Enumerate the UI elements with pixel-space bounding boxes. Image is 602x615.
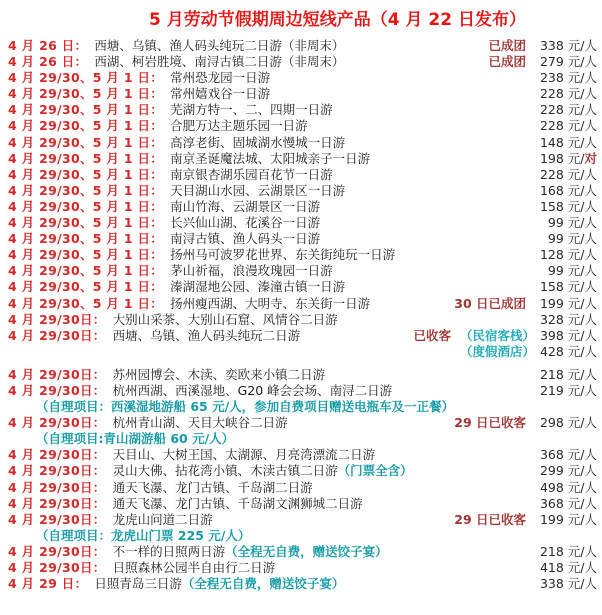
row-description: 南京银杏湖乐园百花节一日游 (170, 166, 333, 182)
row-description: 长兴仙山湖、花溪谷一日游 (170, 215, 321, 231)
product-row (8, 415, 597, 431)
row-description: 茅山祈福，浪漫玫瑰园一日游 (170, 263, 333, 279)
product-row (8, 135, 597, 151)
row-right-group (535, 135, 597, 151)
row-price: 99 元/人 (547, 215, 597, 231)
row-right-group (535, 463, 597, 479)
page-title: 5 月劳动节假期周边短线产品（4 月 22 日发布） (149, 10, 526, 30)
product-row (8, 199, 597, 215)
row-right-group (535, 118, 597, 134)
row-date: 4 月 29/30、5 月 1 日： (8, 150, 164, 166)
row-right-group (535, 199, 597, 215)
row-description: 日照青岛三日游 (94, 576, 182, 592)
row-description: 南山竹海、云湖景区一日游 (170, 198, 321, 214)
row-date: 4 月 29/30、5 月 1 日： (8, 263, 164, 279)
product-row (8, 512, 597, 528)
row-date: 4 月 29/30日： (8, 311, 106, 327)
row-description: 扬州瘦西湖、大明寺、东关街一日游 (170, 295, 371, 311)
status-badge: 29 日已收客 (454, 511, 526, 527)
row-description: 天目山、大树王国、太湖源、月亮湾漂流二日游 (112, 447, 376, 463)
row-description: 通天飞瀑、龙门古镇、千岛湖二日游 (112, 479, 313, 495)
row-description: 南浔古镇、渔人码头一日游 (170, 231, 321, 247)
price-option-note: （度假酒店） (459, 343, 535, 359)
row-price: 328 元/人 (539, 311, 597, 327)
row-date: 4 月 29/30、5 月 1 日： (8, 134, 164, 150)
product-row (8, 383, 597, 399)
row-date: 4 月 29/30、5 月 1 日： (8, 198, 164, 214)
row-description: 西湖、柯岩胜境、南浔古镇二日游（非周末） (94, 54, 345, 70)
row-date: 4 月 29/30、5 月 1 日： (8, 215, 164, 231)
status-badge: 已成团 (488, 54, 526, 70)
row-price: 199 元/人 (539, 511, 597, 527)
product-row (8, 279, 597, 295)
row-date: 4 月 29/30日： (8, 366, 106, 382)
row-date: 4 月 29/30、5 月 1 日： (8, 166, 164, 182)
row-price: 168 元/人 (539, 182, 597, 198)
product-row (8, 496, 597, 512)
row-price: 428 元/人 (539, 343, 597, 359)
row-description: 南京圣诞魔法城、太阳城亲子一日游 (170, 150, 371, 166)
row-price: 158 元/人 (539, 279, 597, 295)
row-date: 4 月 29/30日： (8, 415, 106, 431)
row-date: 4 月 26 日： (8, 38, 88, 53)
row-price: 148 元/人 (539, 134, 597, 150)
row-date: 4 月 29/30日： (8, 511, 106, 527)
row-date: 4 月 29/30日： (8, 479, 106, 495)
row-description: 常州恐龙园一日游 (170, 70, 271, 86)
product-row (8, 118, 597, 134)
row-right-group (535, 167, 597, 183)
product-row (8, 367, 597, 383)
row-description: 天目湖山水园、云湖景区一日游 (170, 182, 346, 198)
row-date: 4 月 29/30日： (8, 327, 106, 343)
row-date: 4 月 29/30、5 月 1 日： (8, 182, 164, 198)
row-right-group (535, 231, 597, 247)
row-price: 338 元/人 (539, 38, 597, 53)
row-right-group (535, 447, 597, 463)
row-price: 498 元/人 (539, 479, 597, 495)
row-description: 扬州马可波罗花世界、东关街纯玩一日游 (170, 247, 396, 263)
product-list (8, 38, 597, 592)
product-row (8, 296, 597, 312)
row-description: 日照森林公园半自由行二日游 (112, 560, 276, 575)
row-right-group (488, 54, 597, 70)
row-right-group (535, 576, 597, 592)
product-row (8, 215, 597, 231)
row-description: 西塘、乌镇、渔人码头纯玩二日游（非周末） (94, 38, 345, 53)
row-description: 杭州青山湖、天目大峡谷二日游 (112, 415, 288, 431)
row-date: 4 月 29/30日： (8, 382, 106, 398)
product-row (8, 102, 597, 118)
row-right-group (535, 183, 597, 199)
self-pay-note: （自理项目：西溪湿地游船 65 元/人，参加自费项目赠送电瓶车及一正餐） (36, 399, 455, 415)
row-price: 398 元/人 (539, 327, 597, 343)
row-right-group (413, 328, 597, 344)
row-right-group (535, 215, 597, 231)
price-option-note: （民宿客栈） (459, 327, 535, 343)
row-right-group (535, 263, 597, 279)
row-date: 4 月 29/30、5 月 1 日： (8, 86, 164, 102)
status-badge: 已收客 (413, 327, 451, 343)
row-date: 4 月 29/30、5 月 1 日： (8, 247, 164, 263)
product-row (8, 86, 597, 102)
row-date: 4 月 29/30、5 月 1 日： (8, 70, 164, 86)
row-right-group (535, 496, 597, 512)
row-date: 4 月 26 日： (8, 54, 88, 70)
product-row (8, 328, 597, 344)
product-row (8, 151, 597, 167)
row-date: 4 月 29/30日： (8, 463, 106, 479)
row-price: 99 元/人 (547, 231, 597, 247)
row-description: 溱湖湿地公园、溱潼古镇一日游 (170, 279, 346, 295)
row-right-group (535, 480, 597, 496)
row-description: 芜湖方特一、二、四期一日游 (170, 102, 333, 118)
row-description: 合肥万达主题乐园一日游 (170, 118, 308, 134)
row-description: 常州嬉戏谷一日游 (170, 86, 271, 102)
row-date: 4 月 29/30、5 月 1 日： (8, 279, 164, 295)
product-row (8, 312, 597, 328)
row-right-group (535, 102, 597, 118)
product-row (8, 263, 597, 279)
row-date: 4 月 29/30、5 月 1 日： (8, 102, 164, 118)
row-description: 不一样的日照两日游 (112, 543, 226, 559)
row-description: 西塘、乌镇、渔人码头纯玩二日游 (112, 327, 301, 343)
row-date: 4 月 29/30日： (8, 447, 106, 463)
price-unit-highlight: 对 (584, 150, 597, 166)
product-row (8, 54, 597, 70)
product-row (8, 576, 597, 592)
row-price: 299 元/人 (539, 463, 597, 479)
row-price: 418 元/人 (539, 560, 597, 575)
row-description: 龙虎山问道二日游 (112, 511, 213, 527)
row-price: 198 元/对 (539, 150, 597, 166)
row-price: 218 元/人 (539, 543, 597, 559)
row-date: 4 月 29/30、5 月 1 日： (8, 295, 164, 311)
row-price: 368 元/人 (539, 447, 597, 463)
row-right-group (535, 312, 597, 328)
product-row (8, 38, 597, 54)
price-continuation-row (8, 344, 597, 360)
row-right-group (454, 296, 597, 312)
row-right-group (535, 247, 597, 263)
product-row (8, 70, 597, 86)
product-row (8, 247, 597, 263)
row-price: 199 元/人 (539, 295, 597, 311)
product-row (8, 183, 597, 199)
row-price: 228 元/人 (539, 102, 597, 118)
row-price: 219 元/人 (539, 382, 597, 398)
row-price: 338 元/人 (539, 576, 597, 592)
product-row (8, 480, 597, 496)
row-inline-note: （全程无自费，赠送饺子宴） (181, 576, 345, 592)
status-badge: 29 日已收客 (454, 415, 526, 431)
row-date: 4 月 29/30、5 月 1 日： (8, 118, 164, 134)
product-row (8, 463, 597, 479)
product-row (8, 167, 597, 183)
status-badge: 30 日已成团 (454, 295, 526, 311)
row-right-group (535, 367, 597, 383)
row-date: 4 月 29 日： (8, 576, 88, 592)
self-pay-note: （自理项目：龙虎山门票 225 元/人） (36, 527, 251, 543)
product-row (8, 560, 597, 576)
row-right-group (535, 86, 597, 102)
row-price: 218 元/人 (539, 366, 597, 382)
status-badge: 已成团 (488, 38, 526, 53)
row-right-group (454, 415, 597, 431)
self-pay-note: （自理项目:青山湖游船 60 元/人） (36, 431, 235, 447)
product-row (8, 447, 597, 463)
row-right-group (454, 512, 597, 528)
row-price: 368 元/人 (539, 495, 597, 511)
row-description: 苏州园博会、木渎、奕欧来小镇二日游 (112, 366, 326, 382)
row-price: 279 元/人 (539, 54, 597, 70)
row-right-group (535, 70, 597, 86)
row-inline-note: （门票全含） (337, 463, 413, 479)
product-row (8, 544, 597, 560)
row-right-group (488, 38, 597, 54)
row-right-group (535, 560, 597, 576)
row-date: 4 月 29/30日： (8, 560, 106, 575)
row-price: 228 元/人 (539, 166, 597, 182)
row-price: 228 元/人 (539, 86, 597, 102)
row-date: 4 月 29/30、5 月 1 日： (8, 231, 164, 247)
row-description: 通天飞瀑、龙门古镇、千岛湖文渊狮城二日游 (112, 495, 363, 511)
row-price: 99 元/人 (547, 263, 597, 279)
row-right-group (535, 544, 597, 560)
row-inline-note: （全程无自费，赠送饺子宴） (225, 543, 388, 559)
row-right-group (535, 151, 597, 167)
row-price: 128 元/人 (539, 247, 597, 263)
row-date: 4 月 29/30日： (8, 495, 106, 511)
row-description: 高淳老街、固城湖水慢城一日游 (170, 134, 346, 150)
row-description: 灵山大佛、拈花湾小镇、木渎古镇二日游 (112, 463, 338, 479)
row-price: 238 元/人 (539, 70, 597, 86)
row-price: 228 元/人 (539, 118, 597, 134)
row-price: 158 元/人 (539, 198, 597, 214)
row-right-group (535, 279, 597, 295)
product-row (8, 231, 597, 247)
row-date: 4 月 29/30日： (8, 543, 106, 559)
row-right-group (460, 344, 597, 360)
row-description: 杭州西湖、西溪湿地、G20 峰会会场、南浔二日游 (112, 382, 393, 398)
row-description: 大别山采茶、大别山石窟、风情谷二日游 (112, 311, 338, 327)
row-price: 298 元/人 (539, 415, 597, 431)
row-right-group (535, 383, 597, 399)
